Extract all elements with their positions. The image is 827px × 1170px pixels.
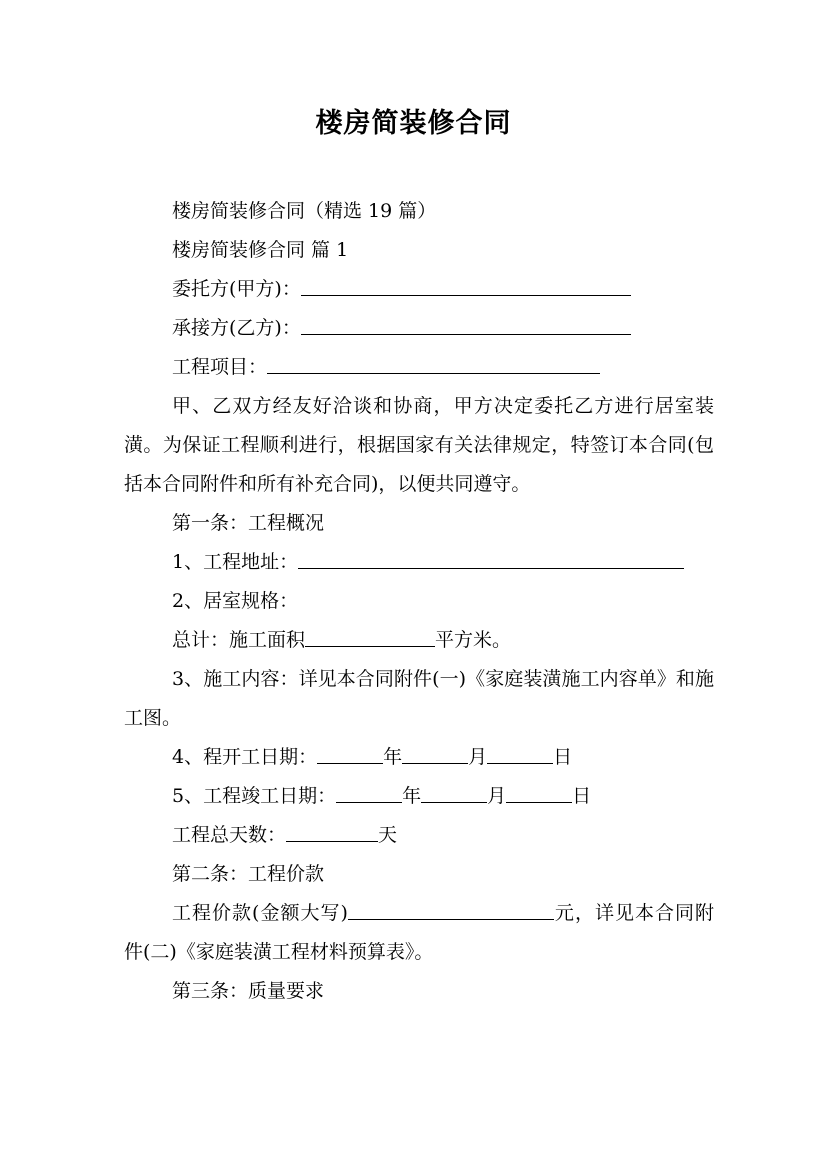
start-month-blank — [402, 741, 468, 764]
contractor-label: 承接方(乙方)： — [172, 317, 301, 339]
end-date-line — [124, 777, 714, 816]
subtitle: 楼房简装修合同（精选 19 篇） — [172, 200, 437, 222]
total-days-line — [124, 816, 714, 855]
start-month-label: 月 — [468, 746, 488, 768]
price-suffix: 元，详见本合同附件(二)《家庭装潢工程材料预算表》。 — [124, 902, 714, 963]
area-blank — [305, 624, 435, 647]
end-day-label: 日 — [572, 785, 592, 807]
total-area-suffix: 平方米。 — [435, 629, 512, 651]
project-blank — [267, 351, 600, 374]
end-month-label: 月 — [487, 785, 507, 807]
project-line — [124, 348, 714, 387]
project-label: 工程项目： — [172, 356, 268, 378]
address-label: 1、工程地址： — [172, 551, 299, 573]
total-days-suffix: 天 — [378, 824, 398, 846]
client-label: 委托方(甲方)： — [172, 278, 301, 300]
address-blank — [298, 546, 684, 569]
end-day-blank — [506, 780, 572, 803]
article1-heading: 第一条：工程概况 — [172, 512, 325, 534]
total-area-prefix: 总计：施工面积 — [172, 629, 306, 651]
price-paragraph — [124, 894, 714, 972]
end-date-label: 5、工程竣工日期： — [172, 785, 337, 807]
start-day-blank — [487, 741, 553, 764]
work-content-line: 3、施工内容：详见本合同附件(一)《家庭装潢施工内容单》和施工图。 — [124, 668, 714, 729]
address-line — [124, 543, 714, 582]
total-area-line — [124, 621, 714, 660]
article3-heading: 第三条：质量要求 — [172, 980, 325, 1002]
contractor-blank — [301, 312, 631, 335]
client-line — [124, 270, 714, 309]
start-year-blank — [317, 741, 383, 764]
start-day-label: 日 — [553, 746, 573, 768]
total-days-blank — [286, 819, 378, 842]
contractor-line — [124, 309, 714, 348]
document-title: 楼房简装修合同 — [315, 108, 512, 139]
start-year-label: 年 — [383, 746, 403, 768]
price-blank — [348, 897, 554, 920]
client-blank — [301, 273, 631, 296]
price-label: 工程价款(金额大写) — [172, 902, 348, 924]
end-month-blank — [421, 780, 487, 803]
end-year-blank — [336, 780, 402, 803]
total-days-label: 工程总天数： — [172, 824, 287, 846]
start-date-label: 4、程开工日期： — [172, 746, 318, 768]
intro-paragraph: 甲、乙双方经友好洽谈和协商，甲方决定委托乙方进行居室装潢。为保证工程顺利进行，根据国家有关法律规定，特签订本合同(包括本合同附件和所有补充合同)，以便共同遵守。 — [124, 395, 714, 495]
section-heading: 楼房简装修合同 篇 1 — [172, 239, 349, 261]
start-date-line — [124, 738, 714, 777]
document-body — [124, 192, 714, 1011]
room-spec-line: 2、居室规格： — [172, 590, 299, 612]
end-year-label: 年 — [402, 785, 422, 807]
article2-heading: 第二条：工程价款 — [172, 863, 325, 885]
